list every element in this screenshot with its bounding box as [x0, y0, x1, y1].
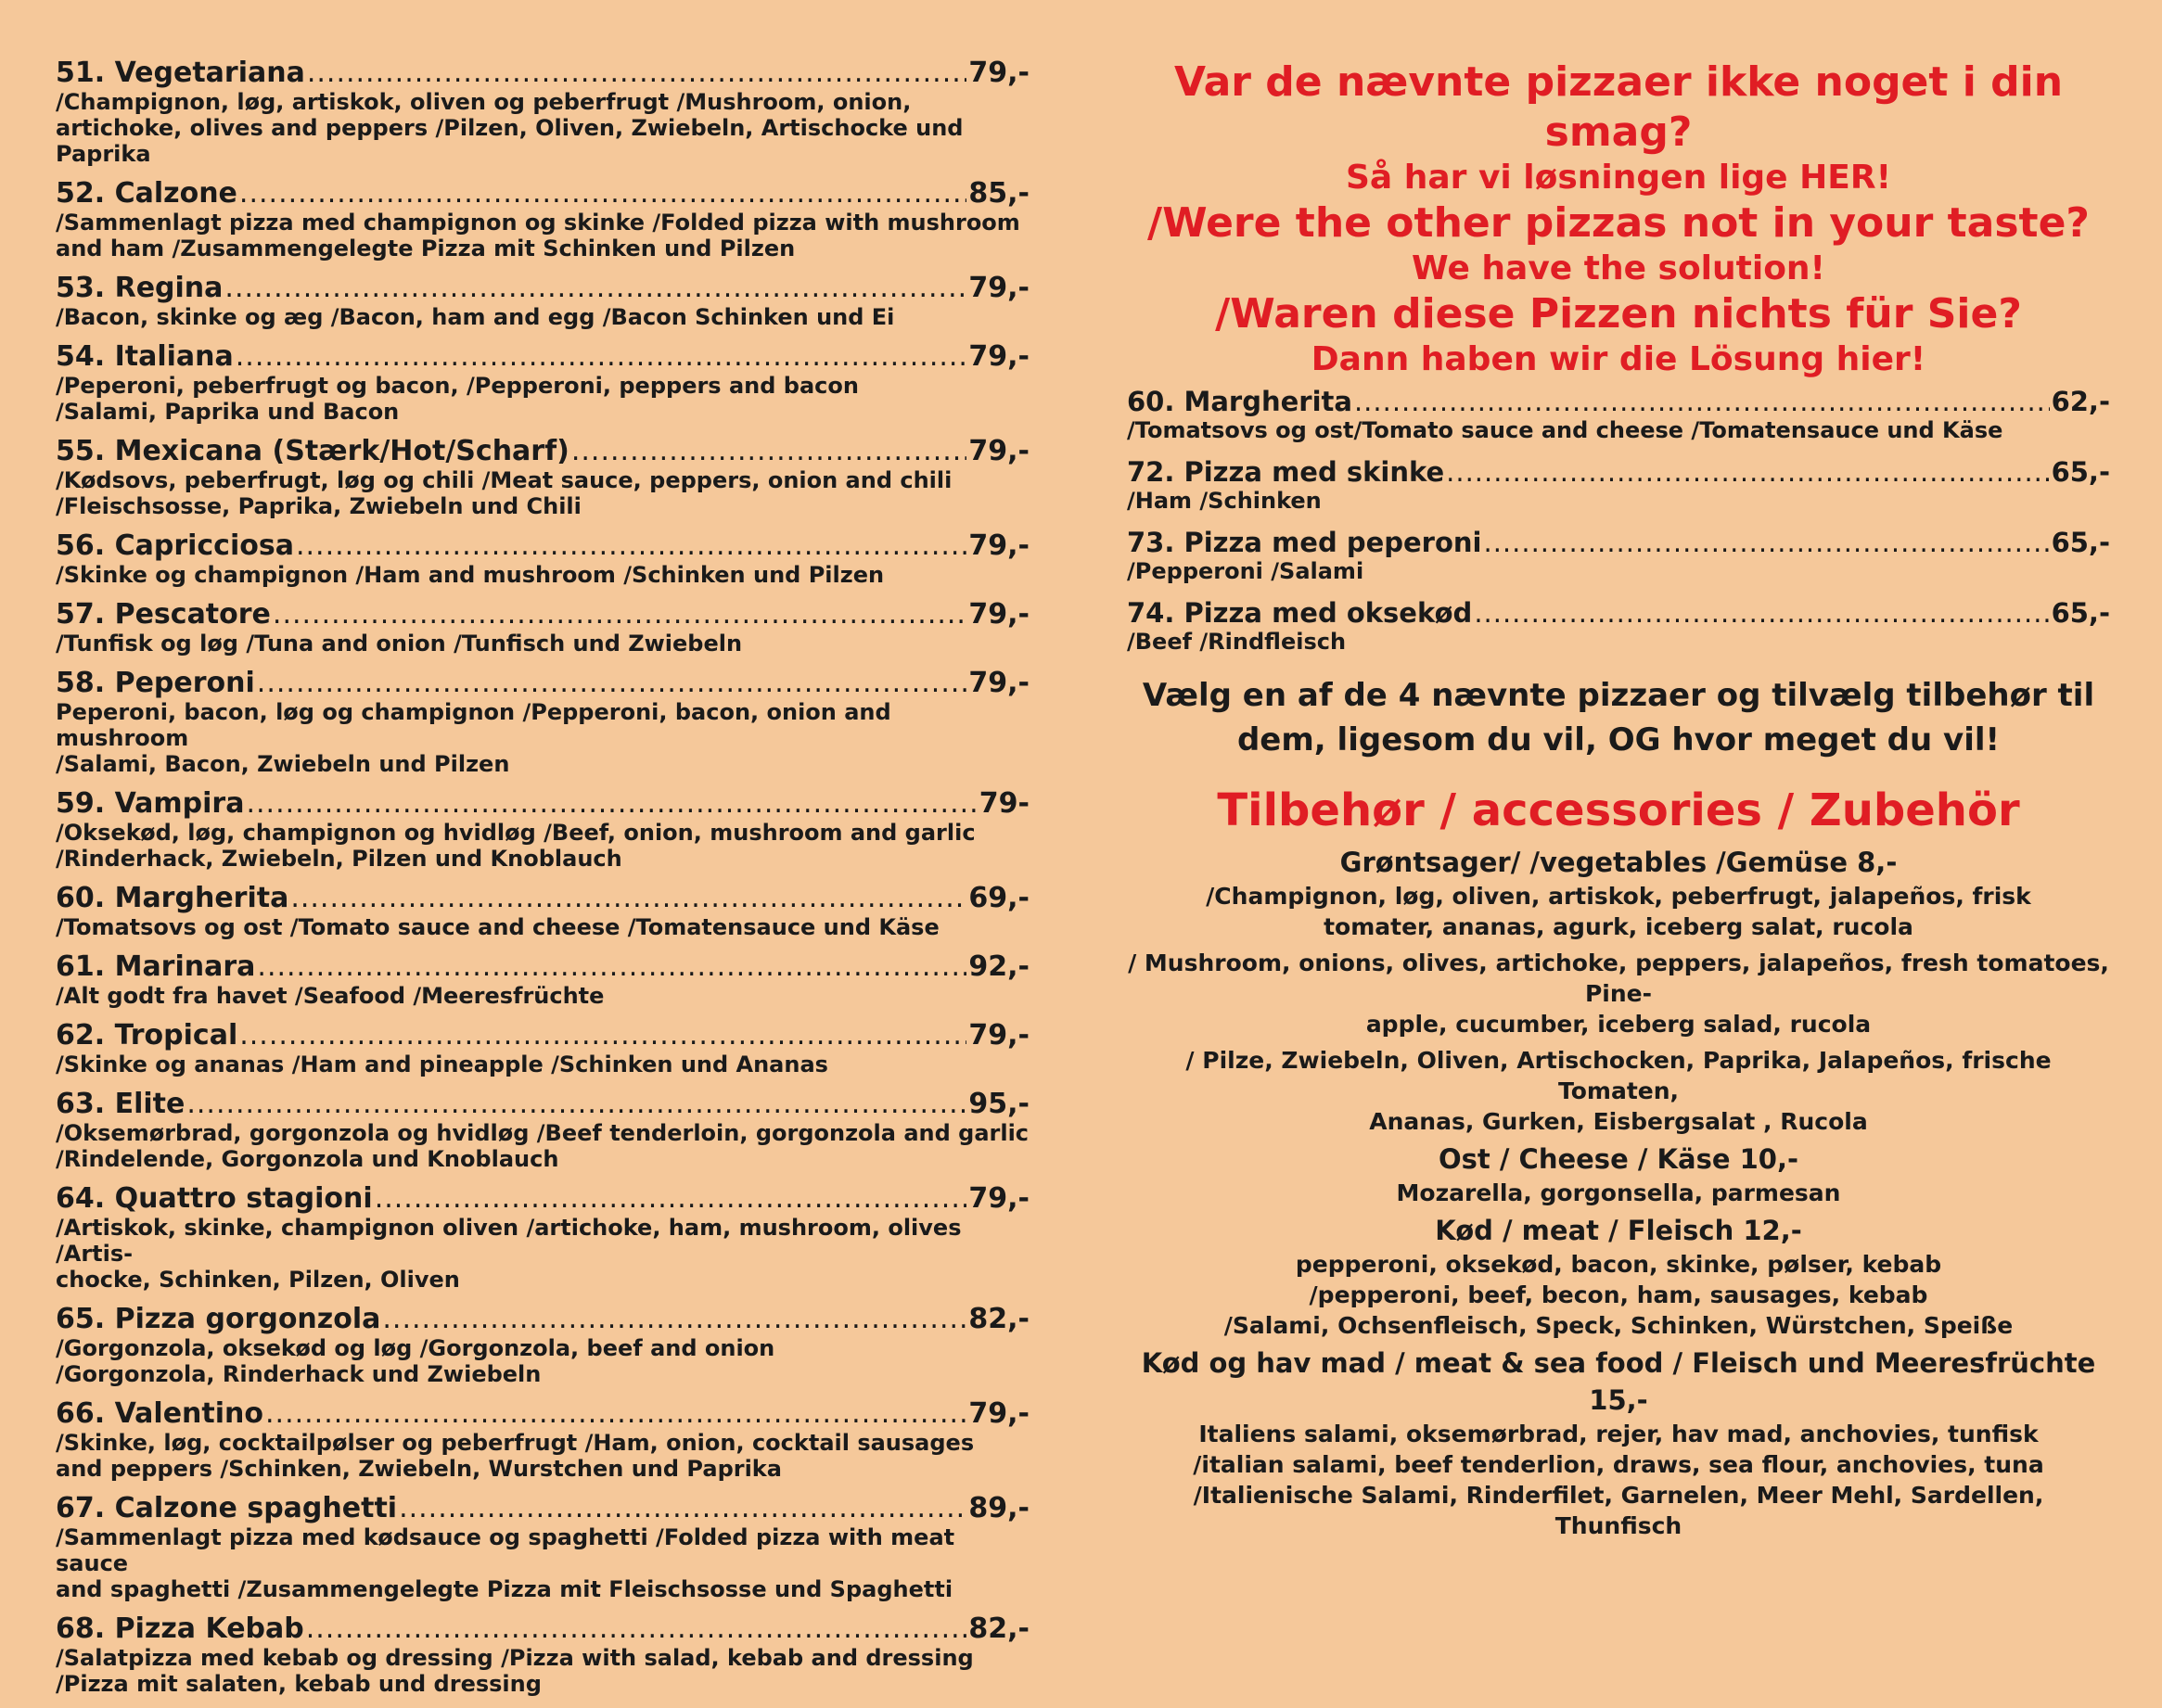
custom-pizza-header [1127, 456, 2110, 488]
menu-item [56, 1613, 1030, 1697]
menu-item-name: 59. Vampira [56, 787, 245, 820]
menu-item-description: /Salami, Bacon, Zwiebeln und Pilzen [56, 751, 510, 777]
custom-pizza-header [1127, 386, 2110, 417]
menu-item-price: 92,- [968, 950, 1030, 983]
menu-item-price: 79,- [968, 1397, 1030, 1430]
menu-item-header [56, 668, 1030, 699]
menu-item [56, 788, 1030, 872]
menu-item-description: /Bacon, skinke og æg /Bacon, ham and egg /Bacon Schinken und Ei [56, 304, 895, 330]
custom-pizza-name: 74. Pizza med oksekød [1127, 597, 1473, 629]
menu-item-price: 79,- [968, 529, 1030, 562]
menu-item [56, 1020, 1030, 1077]
custom-pizza-item [1127, 386, 2110, 443]
menu-item-price: 79- [979, 787, 1030, 820]
headline-danish-question: Var de nævnte pizzaer ikke noget i din smag? [1173, 58, 2064, 156]
custom-pizza-description: /Pepperoni /Salami [1127, 558, 1364, 584]
menu-item-description: /Fleischsosse, Paprika, Zwiebeln und Chili [56, 493, 582, 519]
menu-item-description: and ham /Zusammengelegte Pizza mit Schinken und Pilzen [56, 236, 796, 261]
menu-item [56, 951, 1030, 1009]
menu-item-price: 85,- [968, 177, 1030, 210]
dot-leader [257, 951, 966, 983]
menu-item-description: /Rindelende, Gorgonzola und Knoblauch [56, 1146, 559, 1172]
menu-item-description: chocke, Schinken, Pilzen, Oliven [56, 1267, 460, 1293]
accessories-cheese [1127, 1141, 2110, 1208]
headline-german-question: /Waren diese Pizzen nichts für Sie? [1215, 290, 2022, 338]
menu-item [56, 57, 1030, 167]
dot-leader [382, 1304, 966, 1335]
menu-item-price: 79,- [968, 1182, 1030, 1215]
meat-line: pepperoni, oksekød, bacon, skinke, pølser, kebab [1295, 1251, 1942, 1278]
custom-pizza-name: 73. Pizza med peperoni [1127, 527, 1482, 558]
menu-item-name: 57. Pescatore [56, 598, 271, 631]
menu-item-price: 79,- [968, 435, 1030, 467]
menu-item-description: /Gorgonzola, oksekød og løg /Gorgonzola, beef and onion [56, 1335, 775, 1361]
menu-item-name: 66. Valentino [56, 1397, 263, 1430]
menu-item-name: 60. Margherita [56, 882, 289, 914]
menu-item-description: and peppers /Schinken, Zwiebeln, Wurstchen und Paprika [56, 1456, 782, 1482]
menu-item-description: /Oksekød, løg, champignon og hvidløg /Beef, onion, mushroom and garlic [56, 820, 976, 846]
dot-leader [375, 1183, 967, 1215]
pizza-list [56, 57, 1030, 1708]
menu-item-description: /Rinderhack, Zwiebeln, Pilzen und Knoblauch [56, 846, 622, 872]
custom-pizza-description: /Tomatsovs og ost/Tomato sauce and cheese /Tomatensauce und Käse [1127, 417, 2003, 443]
menu-item-header [56, 1613, 1030, 1645]
custom-pizza-section [1127, 57, 2110, 1541]
menu-item-description: /Peperoni, peberfrugt og bacon, /Pepperoni, peppers and bacon [56, 373, 859, 399]
menu-item-description: /Skinke, løg, cocktailpølser og peberfrugt /Ham, onion, cocktail sausages [56, 1430, 975, 1456]
menu-item-description: /Champignon, løg, artiskok, oliven og peberfrugt /Mushroom, onion, [56, 89, 912, 115]
custom-pizza-name: 60. Margherita [1127, 386, 1352, 417]
meat-line: /pepperoni, beef, becon, ham, sausages, kebab [1309, 1281, 1928, 1308]
headline-english-answer: We have the solution! [1412, 249, 1825, 287]
dot-leader [307, 57, 967, 89]
menu-item-header [56, 436, 1030, 467]
menu-item-header [56, 178, 1030, 210]
menu-item-header [56, 1304, 1030, 1335]
menu-item-description: /Alt godt fra havet /Seafood /Meeresfrüchte [56, 983, 605, 1009]
menu-item-price: 82,- [968, 1303, 1030, 1335]
accessories-title: Tilbehør / accessories / Zubehör [1217, 784, 2020, 836]
vegetables-line: Ananas, Gurken, Eisbergsalat , Rucola [1369, 1108, 1868, 1135]
menu-item-header [56, 788, 1030, 820]
dot-leader [571, 436, 967, 467]
custom-pizza-item [1127, 456, 2110, 514]
menu-item-description: and spaghetti /Zusammengelegte Pizza mit Fleischsosse und Spaghetti [56, 1576, 953, 1602]
custom-pizza-header [1127, 597, 2110, 629]
menu-item-description: /Sammenlagt pizza med champignon og skinke /Folded pizza with mushroom [56, 210, 1020, 236]
menu-item-header [56, 951, 1030, 983]
dot-leader [399, 1493, 966, 1524]
menu-item-description: /Skinke og champignon /Ham and mushroom /Schinken und Pilzen [56, 562, 885, 588]
vegetables-line: tomater, ananas, agurk, iceberg salat, rucola [1324, 913, 1913, 940]
dot-leader [273, 599, 966, 631]
menu-item [56, 1398, 1030, 1482]
seafood-line: /Italienische Salami, Rinderfilet, Garnelen, Meer Mehl, Sardellen, Thunfisch [1193, 1482, 2044, 1539]
choose-line: Vælg en af de 4 nævnte pizzaer og tilvælg tilbehør til [1142, 677, 2095, 714]
menu-item-name: 65. Pizza gorgonzola [56, 1303, 381, 1335]
menu-item-header [56, 1398, 1030, 1430]
menu-item-name: 68. Pizza Kebab [56, 1612, 304, 1645]
menu-item-description: /Salatpizza med kebab og dressing /Pizza with salad, kebab and dressing [56, 1645, 974, 1671]
menu-item [56, 178, 1030, 261]
menu-item-price: 69,- [968, 882, 1030, 914]
dot-leader [306, 1613, 967, 1645]
vegetables-line: apple, cucumber, iceberg salad, rucola [1365, 1011, 1872, 1038]
menu-item-header [56, 530, 1030, 562]
vegetables-line: / Mushroom, onions, olives, artichoke, peppers, jalapeños, fresh tomatoes, Pine- [1128, 950, 2109, 1007]
custom-pizza-price: 62,- [2051, 386, 2110, 417]
custom-pizza-name: 72. Pizza med skinke [1127, 456, 1445, 488]
dot-leader [239, 1020, 966, 1052]
menu-item-name: 55. Mexicana (Stærk/Hot/Scharf) [56, 435, 569, 467]
menu-item-header [56, 1493, 1030, 1524]
accessories-seafood [1127, 1345, 2110, 1541]
menu-item [56, 273, 1030, 330]
menu-item [56, 599, 1030, 656]
vegetables-line: /Champignon, løg, oliven, artiskok, peberfrugt, jalapeños, frisk [1206, 883, 2031, 910]
menu-item [56, 436, 1030, 519]
cheese-heading: Ost / Cheese / Käse 10,- [1438, 1143, 1799, 1175]
dot-leader [1484, 527, 2050, 558]
custom-pizza-description: /Beef /Rindfleisch [1127, 629, 1347, 655]
custom-pizza-price: 65,- [2051, 597, 2110, 629]
choose-instruction [1127, 673, 2110, 762]
menu-item-description: /Skinke og ananas /Ham and pineapple /Schinken und Ananas [56, 1052, 828, 1077]
menu-item-price: 79,- [968, 598, 1030, 631]
menu-item-header [56, 273, 1030, 304]
menu-item-name: 56. Capricciosa [56, 529, 294, 562]
menu-item-price: 82,- [968, 1612, 1030, 1645]
menu-item-description: /Sammenlagt pizza med kødsauce og spaghetti /Folded pizza with meat sauce [56, 1524, 955, 1576]
menu-item-price: 79,- [968, 57, 1030, 89]
menu-item-name: 54. Italiana [56, 340, 234, 373]
menu-item-description: /Salami, Paprika und Bacon [56, 399, 400, 425]
meat-heading: Kød / meat / Fleisch 12,- [1435, 1215, 1802, 1246]
menu-item-price: 79,- [968, 272, 1030, 304]
menu-item-name: 62. Tropical [56, 1019, 238, 1052]
menu-item-price: 79,- [968, 1019, 1030, 1052]
menu-item-name: 63. Elite [56, 1088, 185, 1120]
seafood-line: /italian salami, beef tenderlion, draws, sea flour, anchovies, tuna [1193, 1451, 2044, 1478]
menu-item-description: /Tomatsovs og ost /Tomato sauce and cheese /Tomatensauce und Käse [56, 914, 940, 940]
menu-item-price: 79,- [968, 340, 1030, 373]
menu-item-name: 61. Marinara [56, 950, 256, 983]
dot-leader [257, 668, 967, 699]
menu-item-name: 53. Regina [56, 272, 224, 304]
dot-leader [265, 1398, 966, 1430]
menu-item-description: /Tunfisk og løg /Tuna and onion /Tunfisch und Zwiebeln [56, 631, 743, 656]
custom-pizza-description: /Ham /Schinken [1127, 488, 1322, 514]
custom-pizza-header [1127, 527, 2110, 558]
dot-leader [239, 178, 966, 210]
accessories-vegetables [1127, 844, 2110, 1137]
menu-item-price: 89,- [968, 1492, 1030, 1524]
choose-line: dem, ligesom du vil, OG hvor meget du vil! [1236, 721, 2001, 758]
menu-item [56, 1493, 1030, 1602]
dot-leader [1446, 456, 2049, 488]
menu-item-name: 51. Vegetariana [56, 57, 305, 89]
menu-item-header [56, 599, 1030, 631]
menu-item-price: 95,- [968, 1088, 1030, 1120]
menu-item-name: 52. Calzone [56, 177, 237, 210]
seafood-heading: Kød og hav mad / meat & sea food / Fleisch und Meeresfrüchte 15,- [1141, 1347, 2096, 1416]
dot-leader [296, 530, 966, 562]
custom-pizza-list [1127, 386, 2110, 655]
dot-leader [1354, 386, 2050, 417]
headline-danish-answer: Så har vi løsningen lige HER! [1345, 159, 1891, 197]
menu-item-header [56, 57, 1030, 89]
menu-item [56, 1304, 1030, 1387]
menu-item-name: 67. Calzone spaghetti [56, 1492, 398, 1524]
menu-item-description: /Pizza mit salaten, kebab und dressing [56, 1671, 542, 1697]
custom-pizza-item [1127, 597, 2110, 655]
menu-item [56, 341, 1030, 425]
menu-item-header [56, 341, 1030, 373]
menu-item-description: /Gorgonzola, Rinderhack und Zwiebeln [56, 1361, 542, 1387]
menu-item-header [56, 1020, 1030, 1052]
menu-item-name: 58. Peperoni [56, 667, 255, 699]
menu-item-name: 64. Quattro stagioni [56, 1182, 373, 1215]
vegetables-line: / Pilze, Zwiebeln, Oliven, Artischocken, Paprika, Jalapeños, frische Tomaten, [1185, 1047, 2052, 1104]
cheese-line: Mozarella, gorgonsella, parmesan [1396, 1179, 1841, 1206]
headline-english-question: /Were the other pizzas not in your taste? [1147, 199, 2090, 247]
menu-item-description: artichoke, olives and peppers /Pilzen, Oliven, Zwiebeln, Artischocke und Paprika [56, 115, 964, 167]
dot-leader [1474, 597, 2049, 629]
menu-item [56, 668, 1030, 777]
custom-pizza-price: 65,- [2051, 456, 2110, 488]
menu-item [56, 1183, 1030, 1293]
menu-item-description: /Kødsovs, peberfrugt, løg og chili /Meat sauce, peppers, onion and chili [56, 467, 953, 493]
meat-line: /Salami, Ochsenfleisch, Speck, Schinken, Würstchen, Speiße [1223, 1312, 2014, 1339]
menu-item-description: /Artiskok, skinke, champignon oliven /artichoke, ham, mushroom, olives /Artis- [56, 1215, 962, 1267]
menu-item-header [56, 1183, 1030, 1215]
dot-leader [186, 1089, 966, 1120]
vegetables-heading: Grøntsager/ /vegetables /Gemüse 8,- [1339, 847, 1898, 878]
menu-item [56, 1089, 1030, 1172]
dot-leader [224, 273, 966, 304]
headline-german-answer: Dann haben wir die Lösung hier! [1311, 340, 1926, 378]
accessories-meat [1127, 1212, 2110, 1341]
menu-item-header [56, 883, 1030, 914]
menu-item-price: 79,- [968, 667, 1030, 699]
custom-pizza-item [1127, 527, 2110, 584]
menu-item-header [56, 1089, 1030, 1120]
menu-item-description: Peperoni, bacon, løg og champignon /Pepperoni, bacon, onion and mushroom [56, 699, 891, 751]
menu-item-description: /Oksemørbrad, gorgonzola og hvidløg /Beef tenderloin, gorgonzola and garlic [56, 1120, 1030, 1146]
custom-pizza-price: 65,- [2051, 527, 2110, 558]
dot-leader [246, 788, 977, 820]
dot-leader [236, 341, 967, 373]
menu-item [56, 530, 1030, 588]
dot-leader [290, 883, 966, 914]
menu-item [56, 883, 1030, 940]
seafood-line: Italiens salami, oksemørbrad, rejer, hav mad, anchovies, tunfisk [1198, 1421, 2039, 1447]
